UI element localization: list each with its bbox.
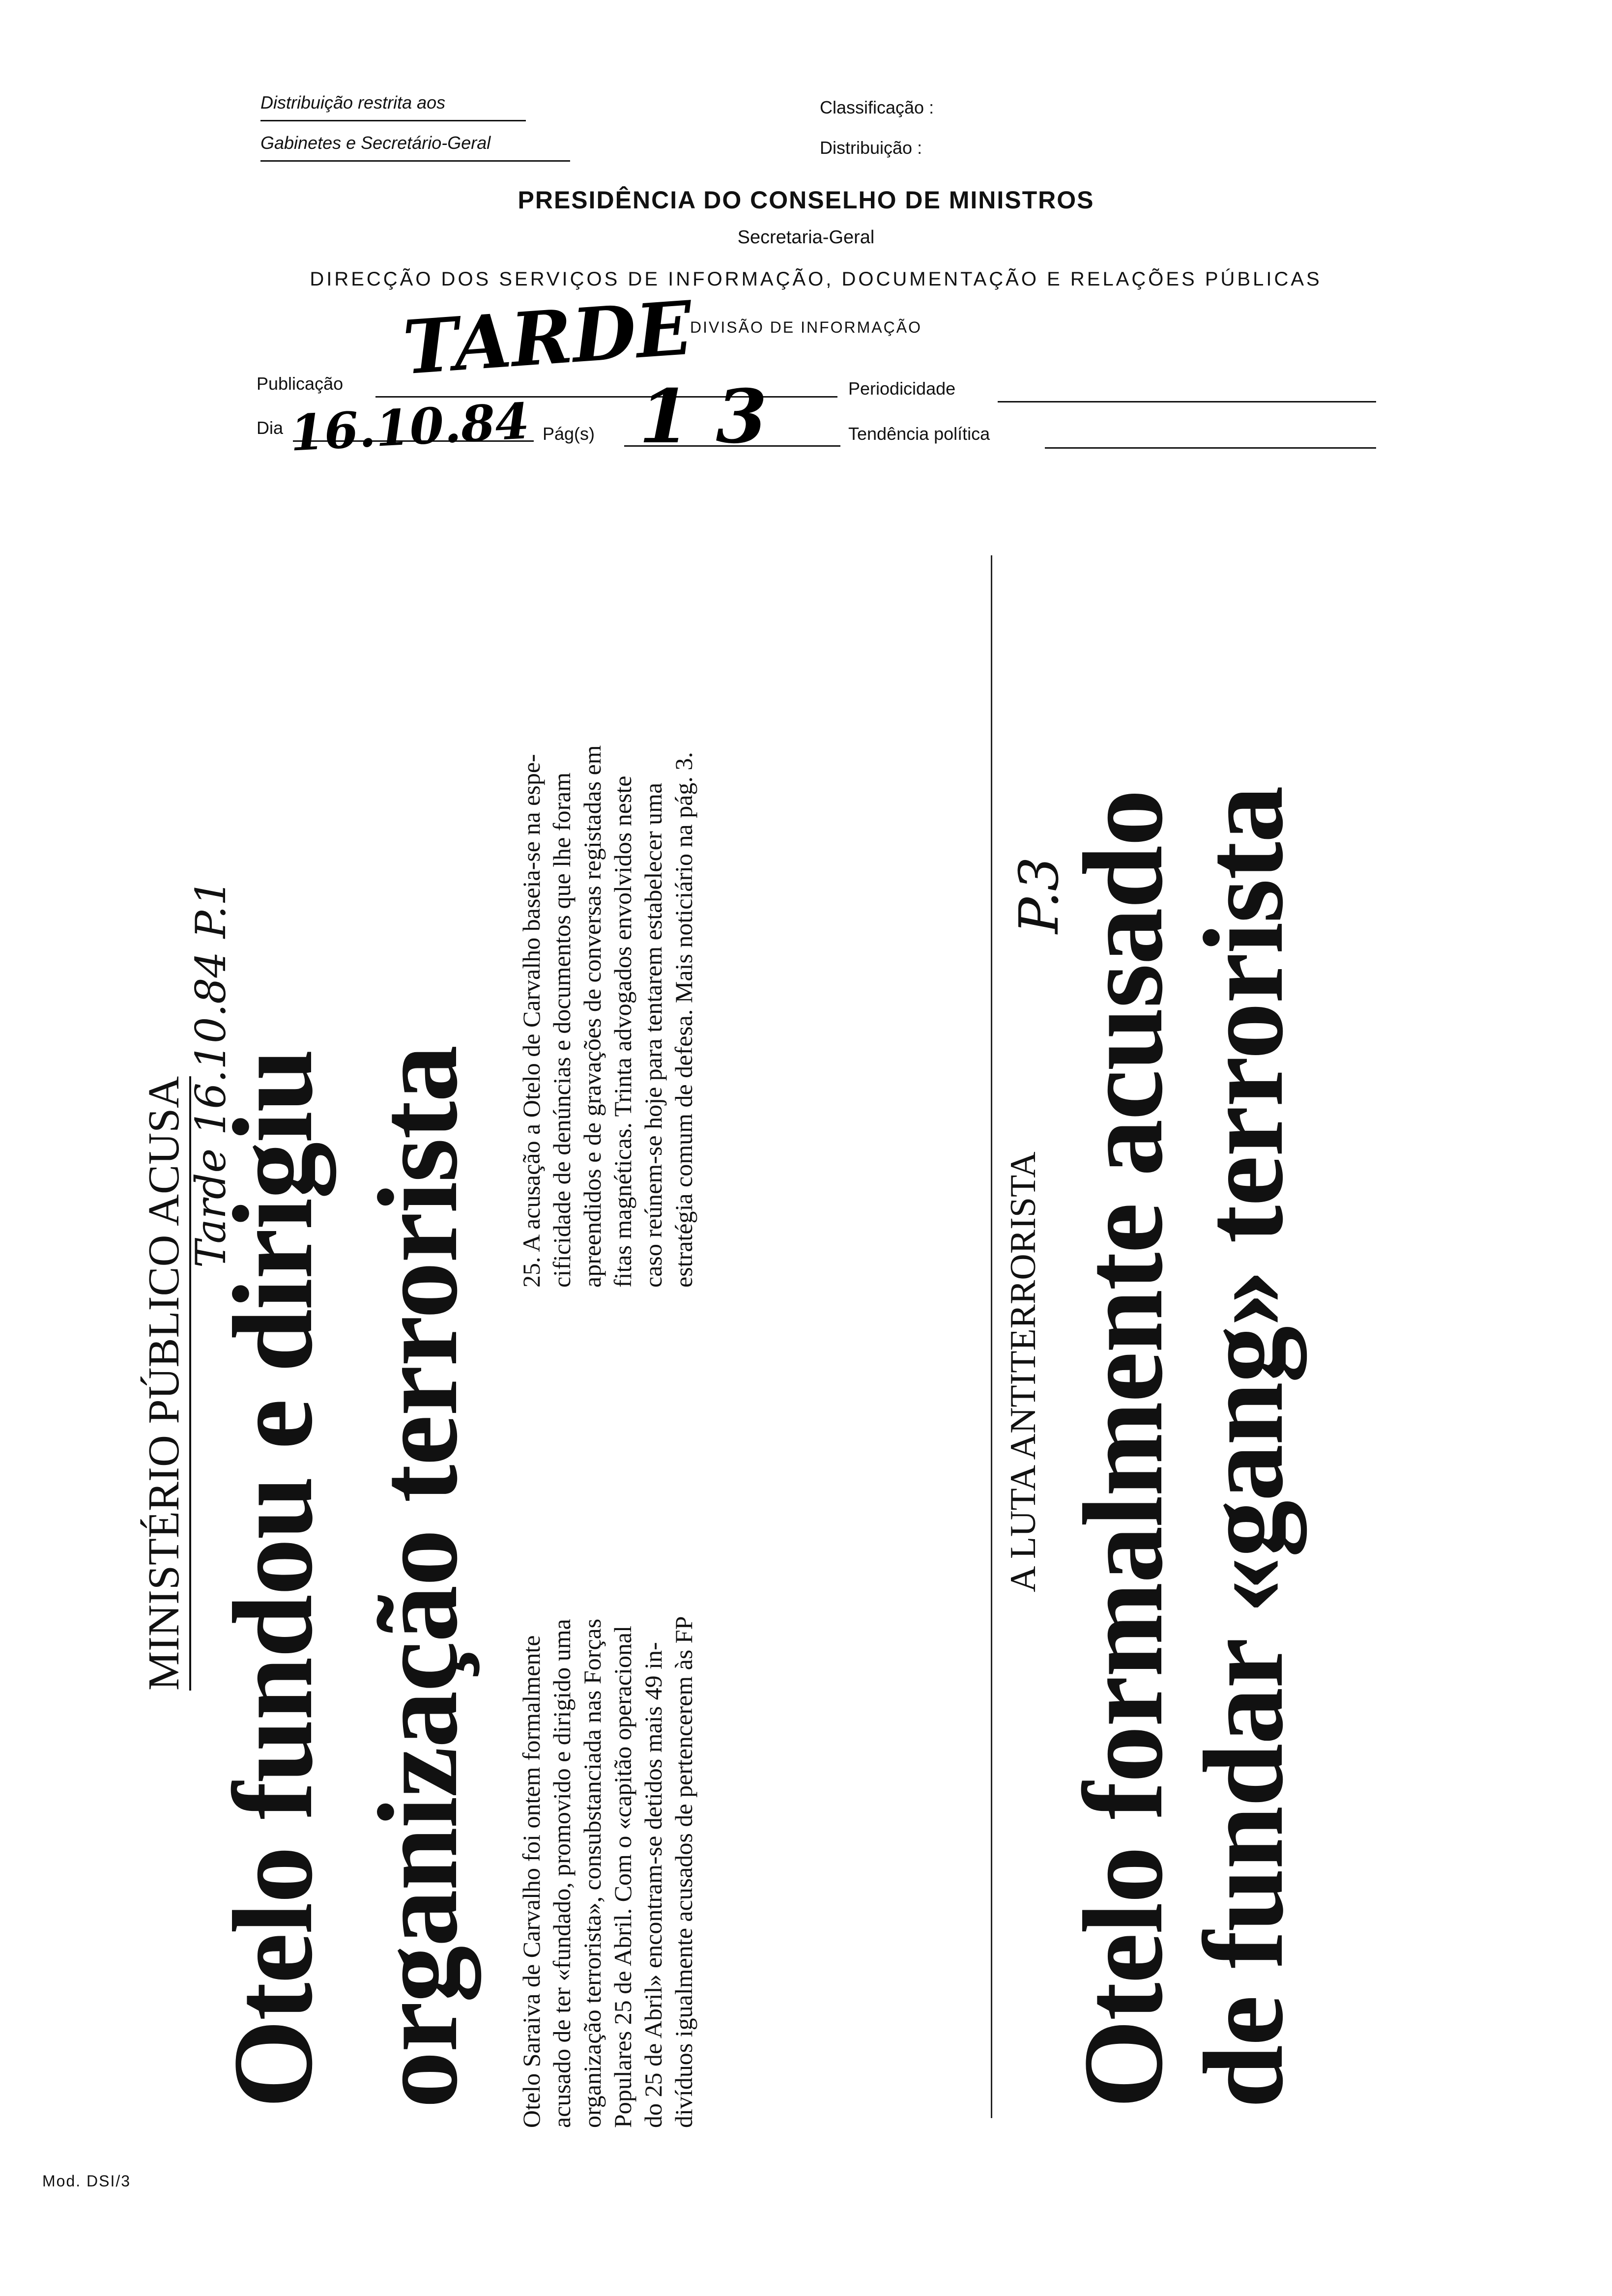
clipping1-column2-line: estratégia comum de defesa. Mais noticiário na pág. 3. [670, 752, 697, 1288]
distribution-underline-1 [260, 120, 526, 121]
clipping1-column1-line: Otelo Saraiva de Carvalho foi ontem formalmente [518, 1635, 545, 2128]
periodicidade-label: Periodicidade [848, 378, 956, 399]
publicacao-label: Publicação [257, 373, 344, 394]
clipping2-handwritten-annotation: P.3 [1008, 857, 1070, 934]
clipping1-column1-line: organização terrorista», consubstanciada nas Forças [578, 1618, 606, 2128]
dia-handwritten: 16.10.84 [288, 392, 531, 462]
pags-handwritten: 1 3 [639, 373, 767, 460]
periodicidade-fill-line [998, 401, 1376, 402]
distribution-line-1: Distribuição restrita aos [260, 92, 446, 113]
clipping-divider [991, 555, 992, 2118]
clipping1-column1 [516, 1616, 699, 2128]
classificacao-label: Classificação : [820, 97, 934, 117]
clipping1-handwritten-annotation: Tarde 16.10.84 P.1 [187, 879, 235, 1268]
tendencia-fill-line [1045, 447, 1376, 449]
clipping2-headline-line1: Otelo formalmente acusado [1060, 790, 1186, 2108]
dia-label: Dia [257, 418, 284, 438]
clipping1-headline-line1: Otelo fundou e dirigiu [210, 1050, 336, 2108]
secretaria-geral: Secretaria-Geral [737, 227, 875, 248]
clipping1-column1-line: acusado de ter «fundado, promovido e dirigido uma [548, 1619, 576, 2128]
clipping1-column1-line: divíduos igualmente acusados de pertencerem às FP [670, 1616, 697, 2128]
form-code: Mod. DSI/3 [42, 2172, 131, 2190]
clipping1-column1-line: do 25 de Abril» encontram-se detidos mais 49 in- [639, 1642, 667, 2128]
clipping2-headline-line2: de fundar «gang» terrorista [1180, 786, 1307, 2108]
direccao-line: DIRECÇÃO DOS SERVIÇOS DE INFORMAÇÃO, DOCUMENTAÇÃO E RELAÇÕES PÚBLICAS [310, 268, 1322, 290]
distribuicao-label: Distribuição : [820, 138, 922, 158]
clipping1-column2 [516, 745, 699, 1288]
clipping1-kicker: MINISTÉRIO PÚBLICO ACUSA [139, 1076, 191, 1691]
clipping1-column2-line: fitas magnéticas. Trinta advogados envolvidos neste [609, 775, 636, 1288]
organization-title: PRESIDÊNCIA DO CONSELHO DE MINISTROS [518, 186, 1094, 214]
clipping1-column2-line: 25. A acusação a Otelo de Carvalho baseia-se na espe- [518, 754, 545, 1288]
clipping1-column2-line: apreendidos e de gravações de conversas registadas em [578, 745, 606, 1288]
tendencia-label: Tendência política [848, 424, 990, 444]
clipping1-column2-line: caso reúnem-se hoje para tentarem estabelecer uma [639, 782, 667, 1288]
distribution-line-2: Gabinetes e Secretário-Geral [260, 133, 491, 153]
clipping1-headline-line2: organização terrorista [355, 1046, 481, 2108]
distribution-underline-2 [260, 160, 570, 162]
divisao-line: DIVISÃO DE INFORMAÇÃO [690, 318, 922, 336]
pags-label: Pág(s) [543, 424, 595, 444]
publicacao-handwritten: TARDE [400, 285, 695, 392]
clipping2-kicker: A LUTA ANTITERRORISTA [1003, 1151, 1043, 1592]
clipping1-column1-line: Populares 25 de Abril. Com o «capitão operacional [609, 1626, 636, 2128]
clipping1-column2-line: cificidade de denúncias e documentos que lhe foram [548, 772, 576, 1288]
